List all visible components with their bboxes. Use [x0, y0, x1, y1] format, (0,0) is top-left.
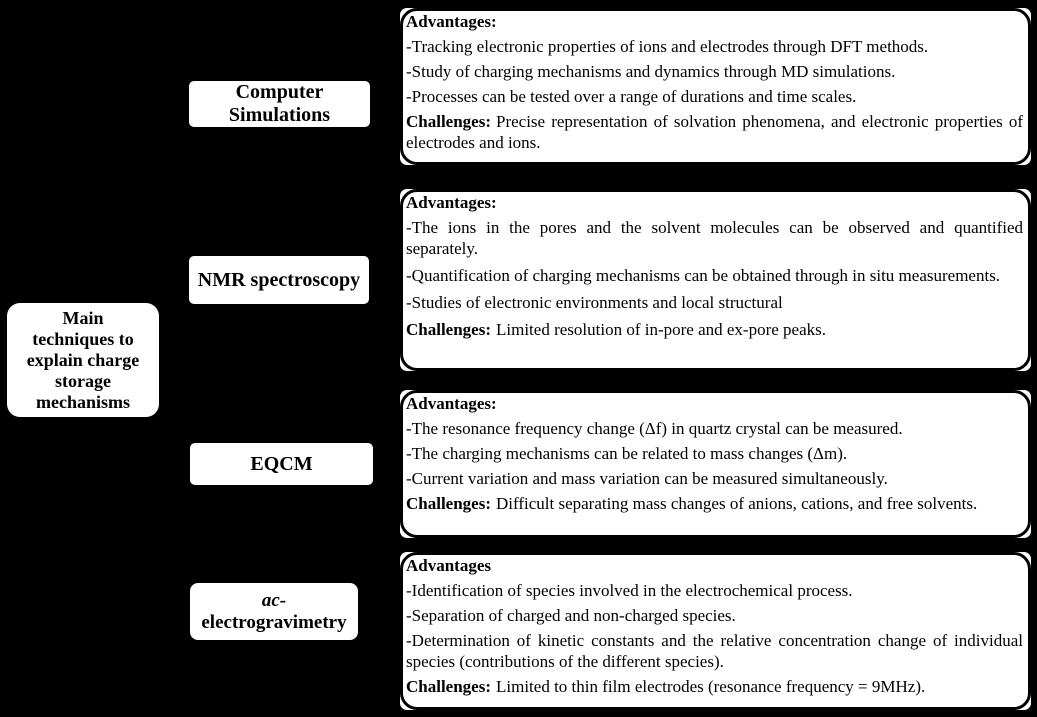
technique-label-line: Computer	[235, 81, 324, 103]
technique-label-line: ac-	[261, 589, 287, 611]
details-box-computer-simulations	[400, 8, 1031, 165]
challenges-paragraph	[406, 319, 1023, 340]
advantage-item: -Separation of charged and non-charged species.	[406, 606, 736, 625]
advantage-item: -Study of charging mechanisms and dynamics through MD simulations.	[406, 62, 896, 81]
technique-box-eqcm	[190, 443, 373, 485]
challenges-text: Precise representation of solvation phenomena, and electronic properties of electrodes and ions.	[406, 112, 1023, 152]
challenges-paragraph	[406, 111, 1023, 153]
advantage-item: -The ions in the pores and the solvent molecules can be observed and quantified separately.	[406, 218, 1023, 258]
root-box-line: storage	[55, 370, 111, 391]
advantage-item: -Determination of kinetic constants and the relative concentration change of individual species (contributions of the different species).	[406, 631, 1023, 671]
advantage-item: -Studies of electronic environments and local structural	[406, 293, 783, 312]
advantages-heading: Advantages	[406, 556, 492, 575]
technique-label-line: NMR spectroscopy	[197, 268, 361, 291]
challenges-text: Limited resolution of in-pore and ex-pore peaks.	[496, 320, 826, 339]
details-box-ac-electrogravimetry	[400, 552, 1031, 710]
challenges-text: Limited to thin film electrodes (resonance frequency = 9MHz).	[496, 677, 926, 696]
technique-label-line: EQCM	[250, 452, 313, 475]
technique-label-line: electrogravimetry	[201, 611, 347, 633]
technique-box-nmr-spectroscopy	[189, 256, 369, 304]
root-box-line: mechanisms	[36, 391, 130, 412]
advantage-item: -Processes can be tested over a range of durations and time scales.	[406, 87, 857, 106]
root-box-line: explain charge	[26, 349, 140, 370]
details-box-nmr-spectroscopy	[400, 189, 1031, 371]
challenges-label: Challenges:	[406, 320, 491, 339]
advantage-item: -Tracking electronic properties of ions and electrodes through DFT methods.	[406, 37, 929, 56]
challenges-label: Challenges:	[406, 494, 491, 513]
challenges-paragraph	[406, 493, 1023, 514]
technique-box-ac-electrogravimetry	[190, 583, 358, 640]
advantages-heading: Advantages:	[406, 193, 497, 212]
challenges-paragraph	[406, 676, 1023, 697]
advantage-item: -Current variation and mass variation can be measured simultaneously.	[406, 469, 888, 488]
advantage-item: -Identification of species involved in the electrochemical process.	[406, 581, 853, 600]
challenges-label: Challenges:	[406, 112, 491, 131]
challenges-label: Challenges:	[406, 677, 491, 696]
advantages-heading: Advantages:	[406, 12, 497, 31]
technique-label-line: Simulations	[228, 104, 331, 126]
root-box-line: Main	[62, 307, 104, 328]
technique-box-computer-simulations	[189, 81, 370, 127]
details-box-eqcm	[400, 390, 1031, 538]
advantage-item: -The resonance frequency change (Δf) in quartz crystal can be measured.	[406, 419, 903, 438]
root-box-line: techniques to	[32, 328, 134, 349]
root-box-main-techniques	[7, 303, 159, 417]
advantage-item: -The charging mechanisms can be related to mass changes (Δm).	[406, 444, 848, 463]
challenges-text: Difficult separating mass changes of anions, cations, and free solvents.	[496, 494, 978, 513]
advantage-item: -Quantification of charging mechanisms can be obtained through in situ measurements.	[406, 266, 1001, 285]
advantages-heading: Advantages:	[406, 394, 497, 413]
